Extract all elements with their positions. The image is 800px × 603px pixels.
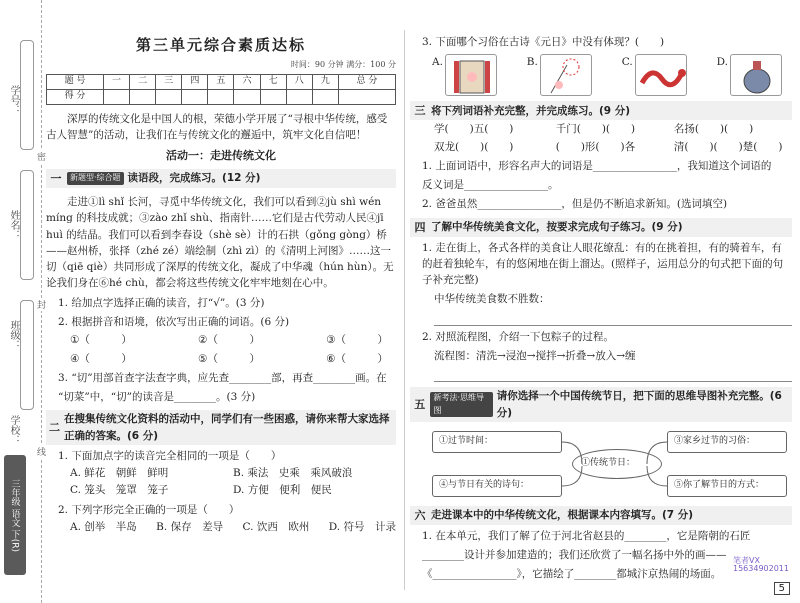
answer-row xyxy=(46,332,396,348)
answer-row xyxy=(46,351,396,367)
new-method-badge: 新考法·思维导图 xyxy=(430,392,492,417)
question: 3. “切”用部首查字法查字典，应先查________部，再查________画。在 xyxy=(58,371,387,384)
section-number: 二 xyxy=(49,421,60,435)
section-number: 五 xyxy=(414,398,426,412)
section-5-header xyxy=(410,387,792,422)
exam-score: 满分：100 分 xyxy=(346,60,396,70)
answer-line[interactable] xyxy=(434,366,792,382)
seal-char: 密 xyxy=(37,150,46,163)
score-cell: 二 xyxy=(130,74,156,89)
section-title: 走进课本中的中华传统文化，根据课本内容填写。(7 分) xyxy=(431,509,694,522)
passage: 走进①lì shǐ 长河，寻觅中华传统文化，我们可以看到②jù shì wén míng 的科技成就；③zào zhǐ shù、指南针……它们是古代劳动人民④jī huì 的结晶。我们可以看到李春设（shè sè）计的石拱（gǒng gòng）桥——赵州桥，张择（zhé zé）端绘制（zhì zì）的《清明上河图》……这一切（qiē qiè）共同形成了深厚的传统文化，凝成了中华魂（hún hùn）。无论我们身在⑥hé chù，都会将这些传统文化牢牢地刻在心中。 xyxy=(46,196,394,290)
answer-blank[interactable]: ④（ ） xyxy=(70,352,132,365)
question-continued: ________设计并参加建造的；我们还欣赏了一幅名扬中外的画—— xyxy=(422,549,727,562)
mind-node-center[interactable] xyxy=(572,449,662,479)
option-letter: A. xyxy=(432,56,443,69)
question: 1. 上面词语中，形容名声大的词语是________________，我知道这个词语的 xyxy=(422,159,772,172)
binding-strip xyxy=(0,0,47,603)
score-table-score-row xyxy=(47,89,396,104)
question: 1. 走在街上，各式各样的美食让人眼花缭乱：有的在挑着担，有的骑着车，有的赶着独轮车，有的悠闲地在街上溜达。(照样子，运用总分的句式把下面的句子补充完整) xyxy=(422,241,784,287)
flow-chart-text: 流程图：清洗→浸泡→搅拌→折叠→放入→缠 xyxy=(434,350,636,363)
question: 1. 给加点字选择正确的读音，打“√”。(3 分) xyxy=(58,296,265,309)
firecracker-picture xyxy=(540,54,592,96)
score-input[interactable] xyxy=(260,89,286,104)
picture-option-c[interactable] xyxy=(622,54,687,96)
section-4-header xyxy=(410,218,792,237)
mind-node-label: ③家乡过节的习俗： xyxy=(674,435,756,446)
score-cell: 总 分 xyxy=(338,74,395,89)
school-label: 学校： xyxy=(8,415,19,445)
word-blank[interactable]: 千门( )( ) xyxy=(555,123,636,136)
mind-node-way[interactable] xyxy=(667,475,787,497)
class-field[interactable] xyxy=(20,300,34,410)
score-input[interactable] xyxy=(338,89,395,104)
question-continued: 《________________》，它描绘了________都城汴京热闹的场面。 xyxy=(422,568,722,581)
left-column xyxy=(46,0,396,535)
fill-prompt: 中华传统美食数不胜数： xyxy=(434,293,550,306)
option[interactable]: B. 乘法 史乘 乘风破浪 xyxy=(233,467,353,480)
answer-blank[interactable]: ⑥（ ） xyxy=(326,352,388,365)
score-cell: 三 xyxy=(156,74,182,89)
mind-node-label: ①过节时间： xyxy=(439,435,494,446)
activity-title: 活动一：走进传统文化 xyxy=(166,149,276,163)
class-label: 班级： xyxy=(8,320,19,350)
word-fill-row xyxy=(410,139,792,155)
score-input[interactable] xyxy=(234,89,260,104)
answer-line[interactable] xyxy=(434,310,792,326)
mind-node-time[interactable] xyxy=(432,431,562,453)
score-input[interactable] xyxy=(104,89,130,104)
section-6-header xyxy=(410,506,792,525)
question: 3. 下面哪个习俗在古诗《元日》中没有体现？( ) xyxy=(422,36,665,48)
score-cell: 七 xyxy=(260,74,286,89)
mind-node-label: ⑤你了解节日的方式： xyxy=(674,479,765,490)
section-2-header xyxy=(46,410,396,445)
word-blank[interactable]: 双龙( )( ) xyxy=(434,140,514,153)
score-table-header-row xyxy=(47,74,396,89)
section-number: 四 xyxy=(414,220,426,234)
mind-node-custom[interactable] xyxy=(667,431,787,453)
word-blank[interactable]: 名扬( )( ) xyxy=(673,123,754,136)
question-continued: “切菜”中，“切”的读音是________。(3 分) xyxy=(58,391,256,404)
question: 2. 根据拼音和语境，依次写出正确的词语。(6 分) xyxy=(58,316,290,328)
option[interactable]: A. 创举 半岛 xyxy=(70,520,137,533)
score-input[interactable] xyxy=(156,89,182,104)
picture-options xyxy=(410,54,792,96)
option-letter: B. xyxy=(526,56,538,69)
score-cell: 得 分 xyxy=(47,89,104,104)
word-blank[interactable]: ( )形( )各 xyxy=(555,140,636,153)
score-input[interactable] xyxy=(182,89,208,104)
options-row xyxy=(46,465,396,481)
option[interactable]: D. 方便 便利 便民 xyxy=(233,484,332,497)
option[interactable]: B. 保存 差导 xyxy=(156,520,224,533)
picture-option-d[interactable] xyxy=(717,54,782,96)
word-blank[interactable]: 学( )五( ) xyxy=(434,123,514,136)
right-column xyxy=(410,0,792,583)
section-1-header xyxy=(46,169,396,188)
tusu-wine-picture xyxy=(730,54,782,96)
score-input[interactable] xyxy=(130,89,156,104)
score-cell: 八 xyxy=(286,74,312,89)
student-id-field[interactable] xyxy=(20,40,34,150)
section-title: 了解中华传统美食文化，按要求完成句子练习。(9 分) xyxy=(431,221,683,234)
section-number: 六 xyxy=(414,508,426,522)
options-row xyxy=(46,482,396,498)
book-tag: 三年级 语文 下(R) xyxy=(4,455,26,575)
score-input[interactable] xyxy=(208,89,234,104)
answer-blank[interactable]: ⑤（ ） xyxy=(198,352,260,365)
dragon-dance-picture xyxy=(635,54,687,96)
question: 1. 在本单元，我们了解了位于河北省赵县的________，它是隋朝的石匠 xyxy=(422,529,751,542)
option[interactable]: C. 笼头 笼罩 笼子 xyxy=(70,484,169,497)
page-title: 第三单元综合素质达标 xyxy=(135,36,306,54)
option-letter: C. xyxy=(621,56,633,69)
score-cell: 四 xyxy=(182,74,208,89)
question: 1. 下面加点字的读音完全相同的一项是（ ） xyxy=(58,449,282,462)
score-input[interactable] xyxy=(312,89,338,104)
section-title: 读语段，完成练习。(12 分) xyxy=(127,172,261,185)
section-number: 一 xyxy=(50,172,62,186)
score-cell: 一 xyxy=(104,74,130,89)
score-cell: 六 xyxy=(234,74,260,89)
mind-node-poem[interactable] xyxy=(432,475,562,497)
option[interactable]: C. 饮西 欧州 xyxy=(242,520,310,533)
picture-option-b[interactable] xyxy=(527,54,592,96)
exam-meta xyxy=(46,59,396,71)
mind-node-label: ①传统节日： xyxy=(581,457,636,468)
answer-blank[interactable]: ①（ ） xyxy=(70,334,132,347)
word-blank[interactable]: 清( )( )楚( ) xyxy=(673,140,783,153)
section-number: 三 xyxy=(414,104,426,118)
section-3-header xyxy=(410,101,792,120)
page-number: 5 xyxy=(774,582,790,595)
mind-map xyxy=(432,426,792,501)
section-title: 请你选择一个中国传统节日，把下面的思维导图补充完整。(6 分) xyxy=(496,390,782,419)
column-divider xyxy=(404,30,405,590)
answer-blank[interactable]: ③（ ） xyxy=(326,334,388,347)
word-fill-row xyxy=(410,121,792,137)
picture-option-a[interactable] xyxy=(432,54,497,96)
watermark: 笔者VX 15634902011 xyxy=(733,556,789,573)
option-letter: D. xyxy=(716,56,728,69)
seal-char: 线 xyxy=(37,445,46,458)
score-input[interactable] xyxy=(286,89,312,104)
question: 2. 爸爸虽然________________，但是仍不断追求新知。(选词填空) xyxy=(422,198,728,211)
intro-text: 深厚的传统文化是中国人的根，荣德小学开展了“寻根中华传统，感受古人智慧”的活动，让我们在与传统文化的邂逅中，筑牢文化自信吧！ xyxy=(46,112,388,141)
question: 2. 下列字形完全正确的一项是（ ） xyxy=(58,503,240,516)
mind-node-label: ④与节日有关的诗句： xyxy=(439,479,530,490)
score-cell: 五 xyxy=(208,74,234,89)
name-label: 姓名： xyxy=(8,210,19,240)
answer-blank[interactable]: ②（ ） xyxy=(198,334,260,347)
option[interactable]: D. 符号 计录 xyxy=(328,520,396,533)
question-continued: 反义词是________________。 xyxy=(422,179,559,192)
score-table xyxy=(46,74,396,105)
score-cell: 题 号 xyxy=(47,74,104,89)
seal-char: 封 xyxy=(37,298,46,311)
option[interactable]: A. 鲜花 朝鲜 鲜明 xyxy=(70,467,169,480)
score-cell: 九 xyxy=(312,74,338,89)
door-couplet-picture xyxy=(445,54,497,96)
new-question-badge: 新题型·综合题 xyxy=(67,172,124,184)
exam-time: 时间：90 分钟 xyxy=(290,60,344,70)
options-row xyxy=(46,519,396,535)
section-title: 将下列词语补充完整，并完成练习。(9 分) xyxy=(431,104,631,117)
name-field[interactable] xyxy=(20,170,34,280)
student-id-label: 学号： xyxy=(8,85,19,115)
section-title: 在搜集传统文化资料的活动中，同学们有一些困惑，请你来帮大家选择正确的答案。(6 分) xyxy=(64,413,390,442)
question: 2. 对照流程图，介绍一下包粽子的过程。 xyxy=(422,330,614,343)
